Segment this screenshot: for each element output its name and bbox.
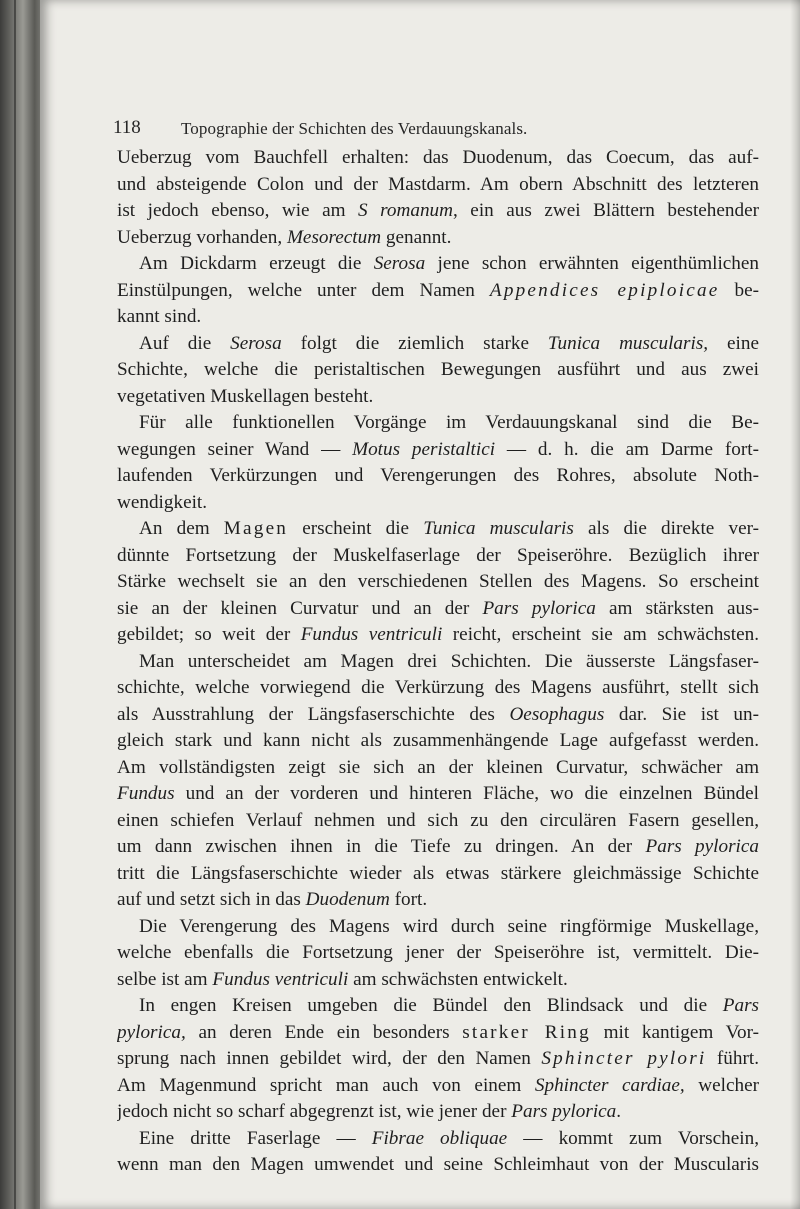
text-line (117, 1020, 759, 1047)
text-line (117, 887, 759, 914)
text-span: fort. (389, 889, 428, 910)
text-span: mit kantigem Vor- (590, 1021, 759, 1043)
text-line (117, 649, 759, 676)
emphasized-term: Appendices epiploicae (489, 279, 720, 301)
text-span: Ueberzug vom Bauchfell erhalten: das Duodenum, das Coecum, das auf- (117, 147, 759, 168)
latin-term: Tunica muscularis (423, 518, 574, 539)
latin-term: Fundus ventriculi (212, 968, 349, 990)
text-line (117, 808, 759, 835)
text-span: In engen Kreisen umgeben die Bündel den Blindsack und die (139, 995, 723, 1016)
text-span: reicht, erscheint sie am schwächsten. (442, 624, 759, 645)
emphasized-term: Sphincter pylori (541, 1048, 707, 1069)
text-span: jene schon erwähnten eigenthümlichen (425, 253, 759, 274)
latin-term: Pars (722, 995, 759, 1016)
text-span: gebildet; so weit der (117, 624, 301, 645)
text-line (117, 251, 759, 278)
latin-term: Fundus (117, 783, 175, 804)
text-line (117, 198, 759, 225)
text-line (117, 1046, 759, 1073)
text-span: laufenden Verkürzungen und Verengerungen des Rohres, absolute Noth- (117, 465, 759, 486)
text-span: als Ausstrahlung der Längsfaserschichte des (117, 703, 510, 725)
text-line (117, 1126, 759, 1153)
latin-term: Motus peristaltici (352, 438, 496, 460)
latin-term: S romanum (358, 200, 453, 221)
text-span: wegungen seiner Wand — (117, 438, 353, 460)
latin-term: Pars pylorica (511, 1101, 617, 1122)
latin-term: Mesorectum (286, 226, 382, 248)
emphasized-term: starker Ring (462, 1021, 591, 1043)
text-span: kannt sind. (117, 306, 202, 327)
text-span: selbe ist am (117, 968, 213, 990)
text-span: erscheint die (288, 518, 424, 539)
latin-term: Sphincter cardiae, (534, 1074, 685, 1096)
latin-term: pylorica, (117, 1021, 186, 1043)
text-line (117, 357, 759, 384)
text-line (117, 940, 759, 967)
text-span: Man unterscheidet am Magen drei Schichten. Die äusserste Längsfaser- (139, 650, 759, 672)
text-line (117, 516, 759, 543)
emphasized-term: Magen (223, 518, 289, 539)
latin-term: Fibrae obliquae (371, 1127, 508, 1149)
text-line (117, 304, 759, 331)
latin-term: Oesophagus (509, 703, 605, 725)
text-span: Die Verengerung des Magens wird durch seine ringförmige Muskellage, (139, 915, 759, 937)
page-header (113, 117, 673, 141)
text-line (117, 1099, 759, 1126)
latin-term: Fundus ventriculi (300, 624, 443, 645)
text-span: als die direkte ver- (573, 518, 759, 539)
page-number: 118 (113, 117, 141, 138)
text-span: schichte, welche vorwiegend die Verkürzung des Magens ausführt, stellt sich (117, 677, 759, 698)
text-span: Stärke wechselt sie an den verschiedenen Stellen des Magens. So erscheint (117, 571, 759, 592)
text-span: Am vollständigsten zeigt sie sich an der kleinen Curvatur, schwächer am (117, 756, 759, 778)
latin-term: Pars pylorica (482, 597, 596, 619)
text-line (117, 331, 759, 358)
text-span: jedoch nicht so scharf abgegrenzt ist, wie jener der (117, 1101, 512, 1122)
text-line (117, 702, 759, 729)
text-line (117, 278, 759, 305)
text-span: folgt die ziemlich starke (281, 332, 548, 354)
text-line (117, 437, 759, 464)
text-span: Eine dritte Faserlage — (139, 1127, 372, 1149)
text-span: dünnte Fortsetzung der Muskelfaserlage der Speiseröhre. Bezüglich ihrer (117, 544, 759, 566)
text-span: am schwächsten entwickelt. (348, 968, 568, 990)
text-span: Auf die (139, 332, 231, 354)
text-line (117, 967, 759, 994)
text-span: auf und setzt sich in das (117, 889, 306, 910)
latin-term: Serosa (230, 332, 282, 354)
text-span: welche ebenfalls die Fortsetzung jener der Speiseröhre ist, vermittelt. Die- (117, 942, 759, 963)
text-span: einen schiefen Verlauf nehmen und sich zu den circulären Fasern gesellen, (117, 809, 759, 831)
text-line (117, 1073, 759, 1100)
text-line (117, 675, 759, 702)
text-line (117, 622, 759, 649)
text-span: be- (719, 279, 759, 301)
text-line (117, 490, 759, 517)
text-span: Ueberzug vorhanden, (117, 226, 287, 248)
text-span: gleich stark und kann nicht als zusammenhängende Lage aufgefasst werden. (117, 730, 759, 751)
text-span: tritt die Längsfaserschichte wieder als etwas stärkere gleichmässige Schichte (117, 862, 759, 884)
text-span: ist jedoch ebenso, wie am (117, 200, 359, 221)
text-span: und absteigende Colon und der Mastdarm. Am obern Abschnitt des letzteren (117, 173, 759, 195)
text-span: sprung nach innen gebildet wird, der den Namen (117, 1048, 542, 1069)
text-span: Einstülpungen, welche unter dem Namen (117, 279, 490, 301)
running-title: Topographie der Schichten des Verdauungskanals. (181, 119, 528, 138)
text-span: . (616, 1101, 622, 1122)
text-span: an deren Ende ein besonders (185, 1021, 463, 1043)
text-span: — d. h. die am Darme fort- (495, 438, 759, 460)
text-line (117, 225, 759, 252)
text-span: , ein aus zwei Blättern bestehender (453, 200, 759, 221)
text-span: Am Dickdarm erzeugt die (139, 253, 374, 274)
text-span: eine (708, 332, 759, 354)
text-span: am stärksten aus- (595, 597, 759, 619)
text-span: An dem (139, 518, 224, 539)
text-span: welcher (684, 1074, 759, 1096)
text-span: — kommt zum Vorschein, (507, 1127, 759, 1149)
text-line (117, 145, 759, 172)
text-line (117, 543, 759, 570)
latin-term: Pars pylorica (645, 836, 759, 857)
text-line (117, 1152, 759, 1179)
text-line (117, 914, 759, 941)
latin-term: Tunica muscularis, (547, 332, 709, 354)
text-line (117, 834, 759, 861)
text-span: Schichte, welche die peristaltischen Bewegungen ausführt und aus zwei (117, 359, 759, 380)
text-line (117, 596, 759, 623)
text-line (117, 410, 759, 437)
body-text (117, 145, 759, 1179)
text-span: genannt. (381, 226, 452, 248)
text-line (117, 993, 759, 1020)
text-span: führt. (706, 1048, 759, 1069)
text-span: Für alle funktionellen Vorgänge im Verdauungskanal sind die Be- (139, 412, 759, 433)
latin-term: Serosa (373, 253, 426, 274)
text-line (117, 861, 759, 888)
text-span: um dann zwischen ihnen in die Tiefe zu dringen. An der (117, 836, 646, 857)
text-line (117, 781, 759, 808)
latin-term: Duodenum (305, 889, 390, 910)
text-span: wendigkeit. (117, 491, 208, 513)
text-span: wenn man den Magen umwendet und seine Schleimhaut von der Muscularis (117, 1154, 759, 1175)
text-span: sie an der kleinen Curvatur und an der (117, 597, 483, 619)
text-span: und an der vorderen und hinteren Fläche, wo die einzelnen Bündel (174, 783, 759, 804)
text-line (117, 569, 759, 596)
text-span: dar. Sie ist un- (604, 703, 759, 725)
text-line (117, 463, 759, 490)
text-line (117, 728, 759, 755)
text-span: vegetativen Muskellagen besteht. (117, 385, 374, 407)
text-line (117, 384, 759, 411)
text-span: Am Magenmund spricht man auch von einem (117, 1074, 535, 1096)
text-line (117, 755, 759, 782)
text-line (117, 172, 759, 199)
